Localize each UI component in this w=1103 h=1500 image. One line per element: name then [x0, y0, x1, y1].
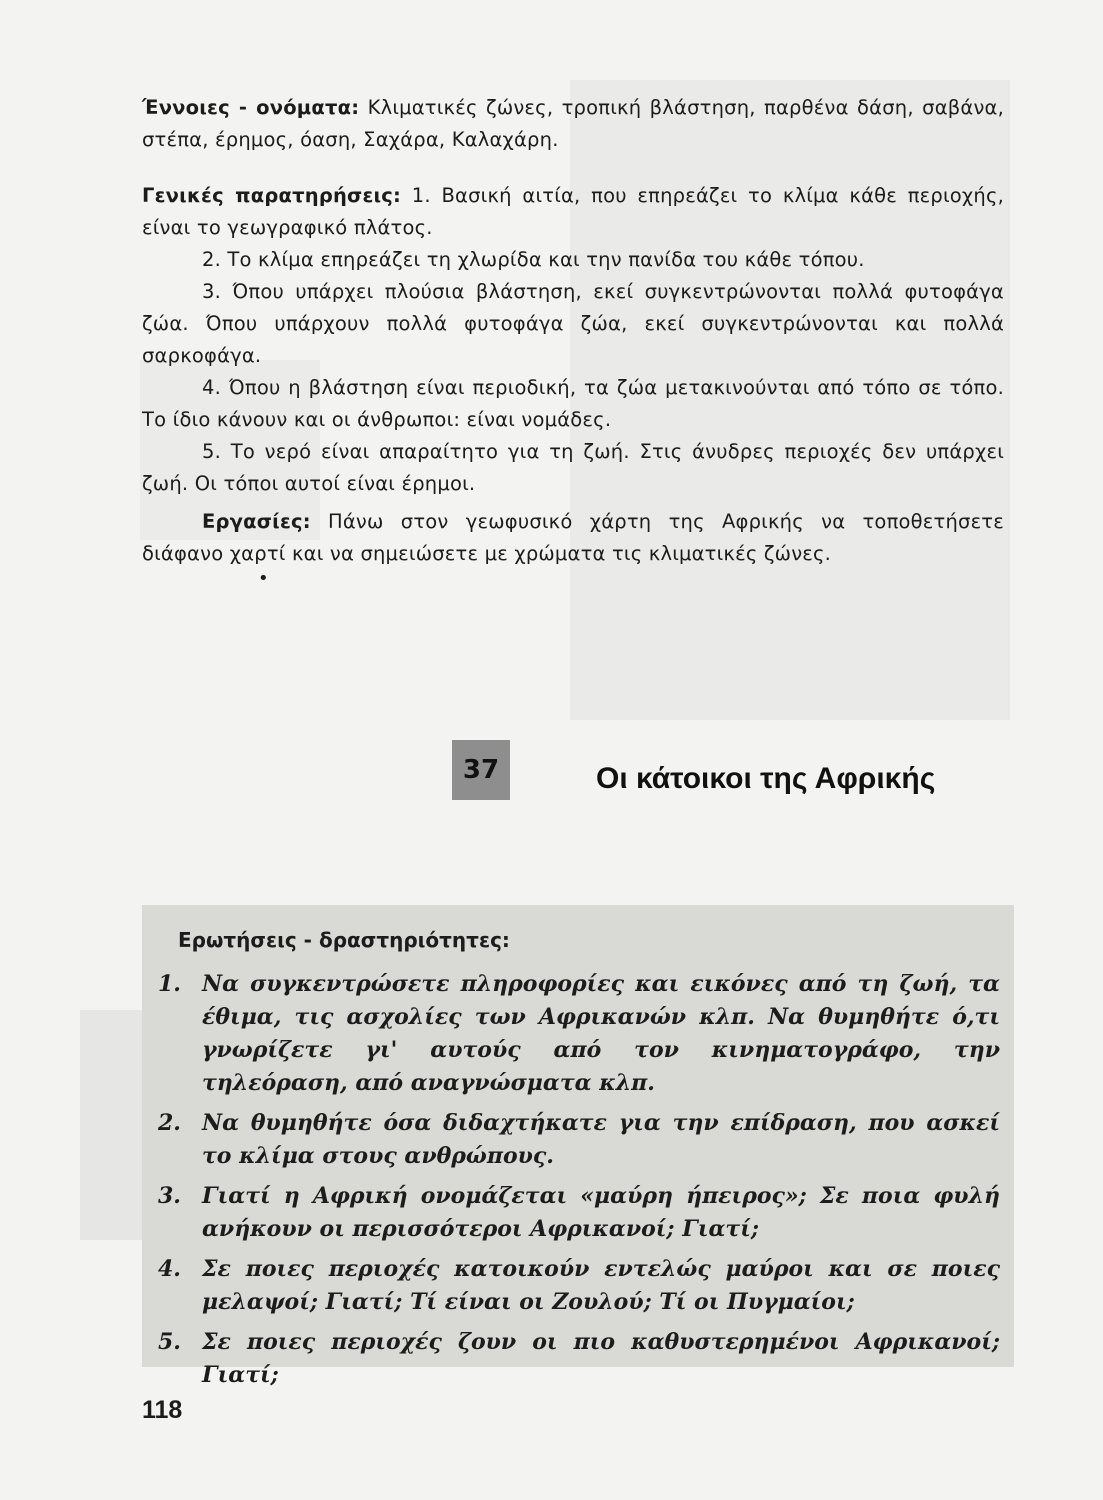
- page-number: 118: [142, 1396, 183, 1424]
- question-number: 2.: [158, 1110, 181, 1136]
- remark-point-2: 2. Το κλίμα επηρεάζει τη χλωρίδα και την πανίδα του κάθε τόπου.: [202, 248, 865, 271]
- concepts-text: Κλιματικές ζώνες, τροπική βλάστηση, παρθένα δάση, σαβάνα, στέπα, έρημος, όαση, Σαχάρα, Καλαχάρη.: [142, 96, 1005, 151]
- question-item: [158, 968, 1000, 1100]
- concepts-section: [142, 92, 1004, 156]
- question-item: [158, 1326, 1000, 1392]
- remarks-label: Γενικές παρατηρήσεις:: [142, 184, 402, 207]
- question-item: [158, 1180, 1000, 1246]
- question-text: Σε ποιες περιοχές ζουν οι πιο καθυστερημένοι Αφρικανοί; Γιατί;: [202, 1329, 1000, 1388]
- question-text: Γιατί η Αφρική ονομάζεται «μαύρη ήπειρος»; Σε ποια φυλή ανήκουν οι περισσότεροι Αφρικανοί; Γιατί;: [202, 1183, 1000, 1242]
- question-text: Να συγκεντρώσετε πληροφορίες και εικόνες από τη ζωή, τα έθιμα, τις ασχολίες των Αφρικανών κλπ. Να θυμηθήτε ό,τι γνωρίζετε γι' αυτούς από τον κινηματογράφο, την τηλεόραση, από αναγνώσματα κλπ.: [202, 971, 1000, 1096]
- tasks-label: Εργασίες:: [202, 510, 311, 533]
- remark-point-5: 5. Το νερό είναι απαραίτητο για τη ζωή. Στις άνυδρες περιοχές δεν υπάρχει ζωή. Οι τόποι αυτοί είναι έρημοι.: [142, 440, 1004, 495]
- questions-heading: Ερωτήσεις - δραστηριότητες:: [178, 928, 510, 952]
- ink-speck: •: [258, 568, 269, 589]
- chapter-number-box: [452, 740, 510, 800]
- questions-list: [158, 968, 1000, 1399]
- chapter-title: Οι κάτοικοι της Αφρικής: [596, 762, 936, 795]
- tasks-text: Πάνω στον γεωφυσικό χάρτη της Αφρικής να τοποθετήσετε διάφανο χαρτί και να σημειώσετε με χρώματα τις κλιματικές ζώνες.: [142, 510, 1004, 565]
- tasks-section: [142, 506, 1004, 570]
- chapter-number: 37: [462, 755, 500, 785]
- remark-point-3: 3. Όπου υπάρχει πλούσια βλάστηση, εκεί συγκεντρώνονται πολλά φυτοφάγα ζώα. Όπου υπάρχουν πολλά φυτοφάγα ζώα, εκεί συγκεντρώνονται και πολλά σαρκοφάγα.: [142, 280, 1004, 367]
- question-item: [158, 1253, 1000, 1319]
- remarks-section: [142, 180, 1004, 500]
- question-number: 1.: [158, 971, 181, 997]
- concepts-label: Έννοιες - ονόματα:: [142, 96, 360, 119]
- question-text: Σε ποιες περιοχές κατοικούν εντελώς μαύροι και σε ποιες μελαψοί; Γιατί; Τί είναι οι Ζουλού; Τί οι Πυγμαίοι;: [202, 1256, 1000, 1315]
- question-item: [158, 1107, 1000, 1173]
- question-number: 3.: [158, 1183, 181, 1209]
- question-number: 4.: [158, 1256, 181, 1282]
- remark-point-1: 1. Βασική αιτία, που επηρεάζει το κλίμα κάθε περιοχής, είναι το γεωγραφικό πλάτος.: [142, 184, 1004, 239]
- question-number: 5.: [158, 1329, 181, 1355]
- question-text: Να θυμηθήτε όσα διδαχτήκατε για την επίδραση, που ασκεί το κλίμα στους ανθρώπους.: [202, 1110, 1000, 1169]
- remark-point-4: 4. Όπου η βλάστηση είναι περιοδική, τα ζώα μετακινούνται από τόπο σε τόπο. Το ίδιο κάνουν και οι άνθρωποι: είναι νομάδες.: [142, 376, 1004, 431]
